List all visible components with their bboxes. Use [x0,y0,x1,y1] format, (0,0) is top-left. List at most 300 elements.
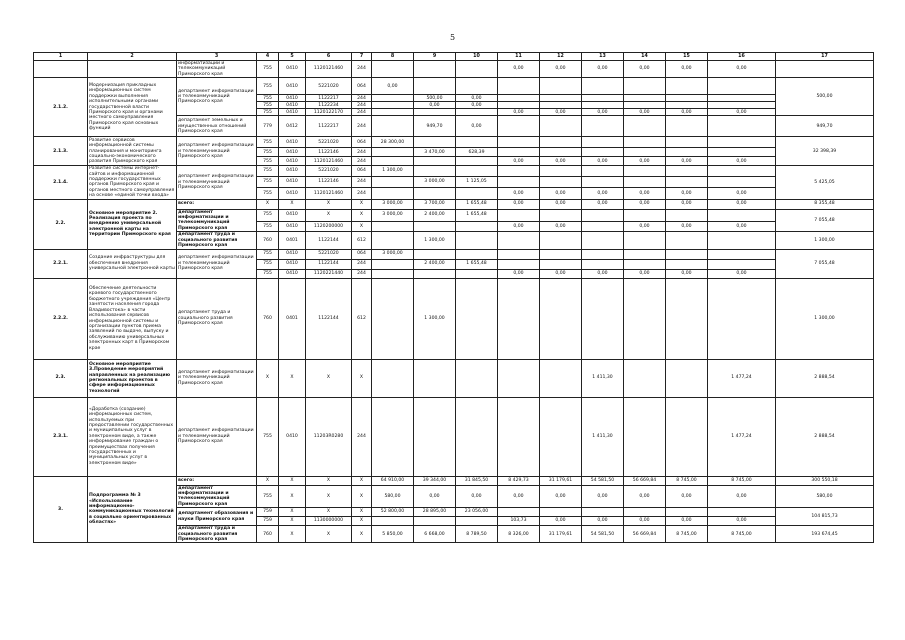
value-cell: 3 000,00 [372,209,414,221]
value-cell [666,259,708,269]
column-header: 2 [88,53,177,61]
value-cell: 5221020 [306,249,352,259]
table-row [34,359,874,397]
value-cell [414,249,456,259]
value-cell: 0,00 [540,61,582,78]
value-cell [582,102,624,109]
item-name-cell: Основное мероприятие 2. Реализация проекта по внедрению универсальной электронной карты на территории Приморского края [88,199,177,249]
value-cell: 244 [352,95,372,102]
value-cell: 949,70 [776,116,874,137]
value-cell [540,166,582,176]
header-row [34,53,874,61]
responsible-cell: департамент информатизации и телекоммуникаций Приморского края [177,359,257,397]
item-number-cell: 3. [34,476,88,543]
responsible-cell: департамент информатизации и телекоммуникаций Приморского края [177,209,257,232]
value-cell [582,95,624,102]
value-cell: 32 398,39 [776,137,874,166]
value-cell: 0,00 [624,109,666,116]
value-cell [372,278,414,359]
value-cell [624,102,666,109]
value-cell: 949,70 [414,116,456,137]
value-cell [624,359,666,397]
value-cell: 0410 [279,269,306,278]
value-cell [624,397,666,476]
value-cell [582,116,624,137]
value-cell: 0410 [279,397,306,476]
value-cell: 5221020 [306,166,352,176]
value-cell [498,116,540,137]
value-cell: 1122146 [306,148,352,157]
value-cell [582,508,624,517]
item-name-cell: «Доработка (создание) информационных систем, используемых при предоставлении государственных и муниципальных услуг в электронном виде, а также информирование граждан о преимуществах получения государственных и муниципальных услуг в электронном виде» [88,397,177,476]
value-cell: 1122217 [306,95,352,102]
value-cell: 0,00 [540,517,582,526]
value-cell: 1 300,00 [372,166,414,176]
value-cell: X [306,485,352,508]
value-cell: 0,00 [666,188,708,200]
value-cell [582,78,624,95]
value-cell [708,249,776,259]
value-cell: 0410 [279,221,306,232]
value-cell: 244 [352,116,372,137]
value-cell: 755 [257,148,279,157]
value-cell [540,209,582,221]
value-cell: 0,00 [582,188,624,200]
value-cell [372,397,414,476]
value-cell [624,209,666,221]
value-cell: 0,00 [498,199,540,209]
item-number-cell [34,61,88,78]
value-cell [372,359,414,397]
item-name-cell: Развитие системы интернет-сайтов и информационной поддержки государственных органов Приморского края и органов местного самоуправления на основе «единой точки входа» [88,166,177,199]
value-cell [540,148,582,157]
value-cell: 1120121460 [306,157,352,166]
column-header: 1 [34,53,88,61]
value-cell: X [306,199,352,209]
value-cell: 0,00 [414,102,456,109]
value-cell: X [279,485,306,508]
value-cell: 2 888,54 [776,397,874,476]
value-cell [708,78,776,95]
value-cell: 0,00 [624,221,666,232]
value-cell [540,137,582,148]
value-cell: 52 800,00 [372,508,414,517]
value-cell: 0,00 [624,188,666,200]
column-header: 6 [306,53,352,61]
responsible-cell: всего: [177,199,257,209]
column-header: 3 [177,53,257,61]
item-number-cell: 2.2. [34,199,88,249]
value-cell [624,166,666,176]
item-name-cell: Подпрограмма № 3 «Использование информационно-коммуникационных технологий в социально ориентированных областях» [88,476,177,543]
value-cell: 0,00 [582,61,624,78]
value-cell: 0,00 [708,188,776,200]
value-cell: 104 815,73 [776,508,874,526]
value-cell [708,166,776,176]
value-cell [540,78,582,95]
value-cell [498,397,540,476]
value-cell: 31 179,61 [540,476,582,485]
value-cell: 755 [257,397,279,476]
value-cell: 760 [257,526,279,543]
value-cell: 0,00 [708,221,776,232]
value-cell: 244 [352,102,372,109]
value-cell: 1122234 [306,102,352,109]
value-cell: 0401 [279,278,306,359]
value-cell [582,278,624,359]
value-cell: 0410 [279,259,306,269]
value-cell [624,176,666,187]
value-cell: 0410 [279,109,306,116]
value-cell: 56 669,84 [624,526,666,543]
value-cell [666,78,708,95]
value-cell: 580,00 [372,485,414,508]
value-cell [624,259,666,269]
value-cell: 064 [352,137,372,148]
value-cell: 0,00 [540,485,582,508]
responsible-cell: департамент информатизации и телекоммуникаций Приморского края [177,78,257,116]
responsible-cell: департамент информатизации и телекоммуникаций Приморского края [177,137,257,166]
value-cell [372,157,414,166]
value-cell [498,137,540,148]
value-cell: 0,00 [666,109,708,116]
value-cell: 6 668,00 [414,526,456,543]
value-cell: 0,00 [498,485,540,508]
value-cell: 755 [257,61,279,78]
value-cell [498,102,540,109]
value-cell: 0410 [279,102,306,109]
value-cell [582,221,624,232]
value-cell: 7 055,48 [776,249,874,278]
value-cell: 0,00 [498,109,540,116]
value-cell: 755 [257,166,279,176]
table-row [34,278,874,359]
value-cell: X [352,526,372,543]
value-cell: 0,00 [540,221,582,232]
value-cell [582,249,624,259]
responsible-cell: департамент труда и социального развития Приморского края [177,526,257,543]
value-cell [456,137,498,148]
value-cell: 0,00 [456,102,498,109]
value-cell: X [257,476,279,485]
value-cell: X [352,221,372,232]
value-cell [372,269,414,278]
value-cell [708,148,776,157]
value-cell: 0,00 [624,199,666,209]
column-header: 12 [540,53,582,61]
value-cell: X [257,359,279,397]
value-cell: 755 [257,209,279,221]
value-cell: 0,00 [540,269,582,278]
value-cell: 244 [352,61,372,78]
value-cell: 759 [257,517,279,526]
value-cell: 760 [257,232,279,249]
value-cell: 54 581,50 [582,476,624,485]
value-cell: X [257,199,279,209]
value-cell: 755 [257,259,279,269]
value-cell [456,188,498,200]
responsible-cell: департамент труда и социального развития Приморского края [177,232,257,249]
value-cell: 0,00 [666,485,708,508]
value-cell [666,95,708,102]
value-cell: 3 000,00 [372,249,414,259]
value-cell: 8 429,73 [498,476,540,485]
table-row [34,249,874,259]
value-cell [708,508,776,517]
value-cell [666,166,708,176]
value-cell [624,148,666,157]
value-cell: 1 477,24 [708,359,776,397]
value-cell: 0,00 [456,95,498,102]
column-header: 10 [456,53,498,61]
value-cell: 779 [257,116,279,137]
item-number-cell: 2.2.1. [34,249,88,278]
value-cell: 628,39 [456,148,498,157]
value-cell: X [306,359,352,397]
item-name-cell: Развитие сервисов информационной системы планирования и мониторинга социально-экономического развития Приморского края [88,137,177,166]
value-cell: X [352,508,372,517]
responsible-cell: всего: [177,476,257,485]
column-header: 17 [776,53,874,61]
value-cell [666,116,708,137]
value-cell: 244 [352,109,372,116]
table-row [34,137,874,148]
value-cell [456,61,498,78]
value-cell [414,221,456,232]
value-cell: 0410 [279,176,306,187]
value-cell [582,232,624,249]
value-cell: 0,00 [624,517,666,526]
value-cell [498,148,540,157]
value-cell: 28 300,00 [372,137,414,148]
item-number-cell: 2.1.3. [34,137,88,166]
value-cell: X [306,526,352,543]
value-cell [624,278,666,359]
value-cell: 1 300,00 [414,278,456,359]
value-cell: 1 300,00 [776,278,874,359]
value-cell [666,232,708,249]
value-cell: 0,00 [540,157,582,166]
value-cell [708,232,776,249]
value-cell: 0,00 [708,199,776,209]
value-cell: 755 [257,78,279,95]
value-cell [666,397,708,476]
column-header: 15 [666,53,708,61]
value-cell [540,397,582,476]
value-cell [414,188,456,200]
value-cell: 0,00 [498,157,540,166]
value-cell: 1120200000 [306,221,352,232]
value-cell: 64 910,00 [372,476,414,485]
value-cell [414,269,456,278]
value-cell [372,259,414,269]
value-cell: 064 [352,249,372,259]
value-cell: 0401 [279,232,306,249]
responsible-cell: информатизации и телекоммуникаций Приморского края [177,61,257,78]
value-cell: 064 [352,78,372,95]
value-cell: X [352,485,372,508]
value-cell: 0,00 [708,517,776,526]
value-cell [372,102,414,109]
value-cell: 1122146 [306,176,352,187]
item-number-cell: 2.3. [34,359,88,397]
value-cell: 0410 [279,188,306,200]
value-cell [372,148,414,157]
value-cell [498,78,540,95]
value-cell [708,102,776,109]
value-cell [414,359,456,397]
table-row [34,476,874,485]
value-cell [582,209,624,221]
value-cell [666,137,708,148]
table-row [34,61,874,78]
value-cell [372,116,414,137]
value-cell: 0,00 [582,157,624,166]
value-cell [414,78,456,95]
value-cell [582,259,624,269]
value-cell: 1 125,05 [456,176,498,187]
value-cell: 193 674,45 [776,526,874,543]
value-cell: 0410 [279,78,306,95]
value-cell: 7 055,48 [776,209,874,232]
value-cell [498,95,540,102]
value-cell: 1120221440 [306,269,352,278]
value-cell [666,209,708,221]
value-cell: 612 [352,232,372,249]
value-cell [540,259,582,269]
table-row [34,166,874,176]
item-name-cell: Создание инфраструктуры для обеспечения внедрения универсальной электронной карты [88,249,177,278]
value-cell: 0,00 [708,485,776,508]
responsible-cell: департамент земельных и имущественных отношений Приморского края [177,116,257,137]
value-cell [540,508,582,517]
value-cell: X [352,209,372,221]
value-cell: 2 888,54 [776,359,874,397]
value-cell: 23 056,00 [456,508,498,517]
value-cell: 1 300,00 [776,232,874,249]
value-cell [624,508,666,517]
value-cell: 0,00 [708,109,776,116]
value-cell: 0,00 [372,78,414,95]
value-cell [708,116,776,137]
budget-table [33,52,874,543]
value-cell: 0410 [279,95,306,102]
item-number-cell: 2.1.2. [34,78,88,137]
value-cell [414,109,456,116]
responsible-cell: департамент информатизации и телекоммуникаций Приморского края [177,485,257,508]
page-number: 5 [449,33,456,42]
value-cell: X [306,508,352,517]
value-cell: X [352,476,372,485]
value-cell: 0,00 [540,199,582,209]
value-cell: 5 425,05 [776,166,874,199]
value-cell: 0410 [279,61,306,78]
responsible-cell: департамент информатизации и телекоммуникаций Приморского края [177,397,257,476]
value-cell [708,209,776,221]
value-cell [540,95,582,102]
value-cell: 0,00 [708,269,776,278]
value-cell: 31 179,61 [540,526,582,543]
value-cell: 8 745,00 [708,476,776,485]
value-cell: 755 [257,269,279,278]
value-cell [624,116,666,137]
value-cell: 1 655,48 [456,209,498,221]
value-cell: 1 300,00 [414,232,456,249]
value-cell: X [352,199,372,209]
value-cell: 755 [257,221,279,232]
value-cell: X [306,209,352,221]
value-cell: 0,00 [414,485,456,508]
value-cell [666,249,708,259]
value-cell: 8 745,00 [666,526,708,543]
value-cell [624,249,666,259]
value-cell [666,148,708,157]
value-cell [498,176,540,187]
value-cell: 244 [352,188,372,200]
value-cell [624,78,666,95]
value-cell [540,176,582,187]
value-cell [540,249,582,259]
value-cell [776,61,874,78]
column-header: 5 [279,53,306,61]
value-cell: 500,00 [776,78,874,116]
value-cell [708,278,776,359]
value-cell: 0,00 [666,199,708,209]
value-cell: 1120121460 [306,188,352,200]
value-cell: 0,00 [582,199,624,209]
value-cell: 0,00 [498,221,540,232]
value-cell: 0,00 [666,269,708,278]
value-cell [666,359,708,397]
column-header: 4 [257,53,279,61]
value-cell: 244 [352,148,372,157]
value-cell: 244 [352,397,372,476]
value-cell: 3 470,00 [414,148,456,157]
value-cell: 5221020 [306,78,352,95]
value-cell: X [279,526,306,543]
value-cell: 0,00 [582,269,624,278]
value-cell: 0,00 [582,517,624,526]
value-cell: 39 344,00 [414,476,456,485]
value-cell [582,137,624,148]
column-header: 16 [708,53,776,61]
value-cell [456,157,498,166]
value-cell: 31 845,50 [456,476,498,485]
column-header: 13 [582,53,624,61]
value-cell: 755 [257,188,279,200]
value-cell: 0410 [279,137,306,148]
value-cell: 1 411,30 [582,359,624,397]
value-cell: 0,00 [498,61,540,78]
item-name-cell [88,61,177,78]
responsible-cell: департамент информатизации и телекоммуникаций Приморского края [177,249,257,278]
column-header: 11 [498,53,540,61]
value-cell: 064 [352,166,372,176]
value-cell [498,259,540,269]
table-row [34,397,874,476]
value-cell [372,232,414,249]
value-cell: 755 [257,102,279,109]
value-cell [414,397,456,476]
value-cell: X [352,517,372,526]
value-cell: 0,00 [456,116,498,137]
value-cell: 755 [257,249,279,259]
value-cell: 5221020 [306,137,352,148]
value-cell [666,508,708,517]
value-cell: 755 [257,95,279,102]
value-cell [708,137,776,148]
value-cell: 580,00 [776,485,874,508]
